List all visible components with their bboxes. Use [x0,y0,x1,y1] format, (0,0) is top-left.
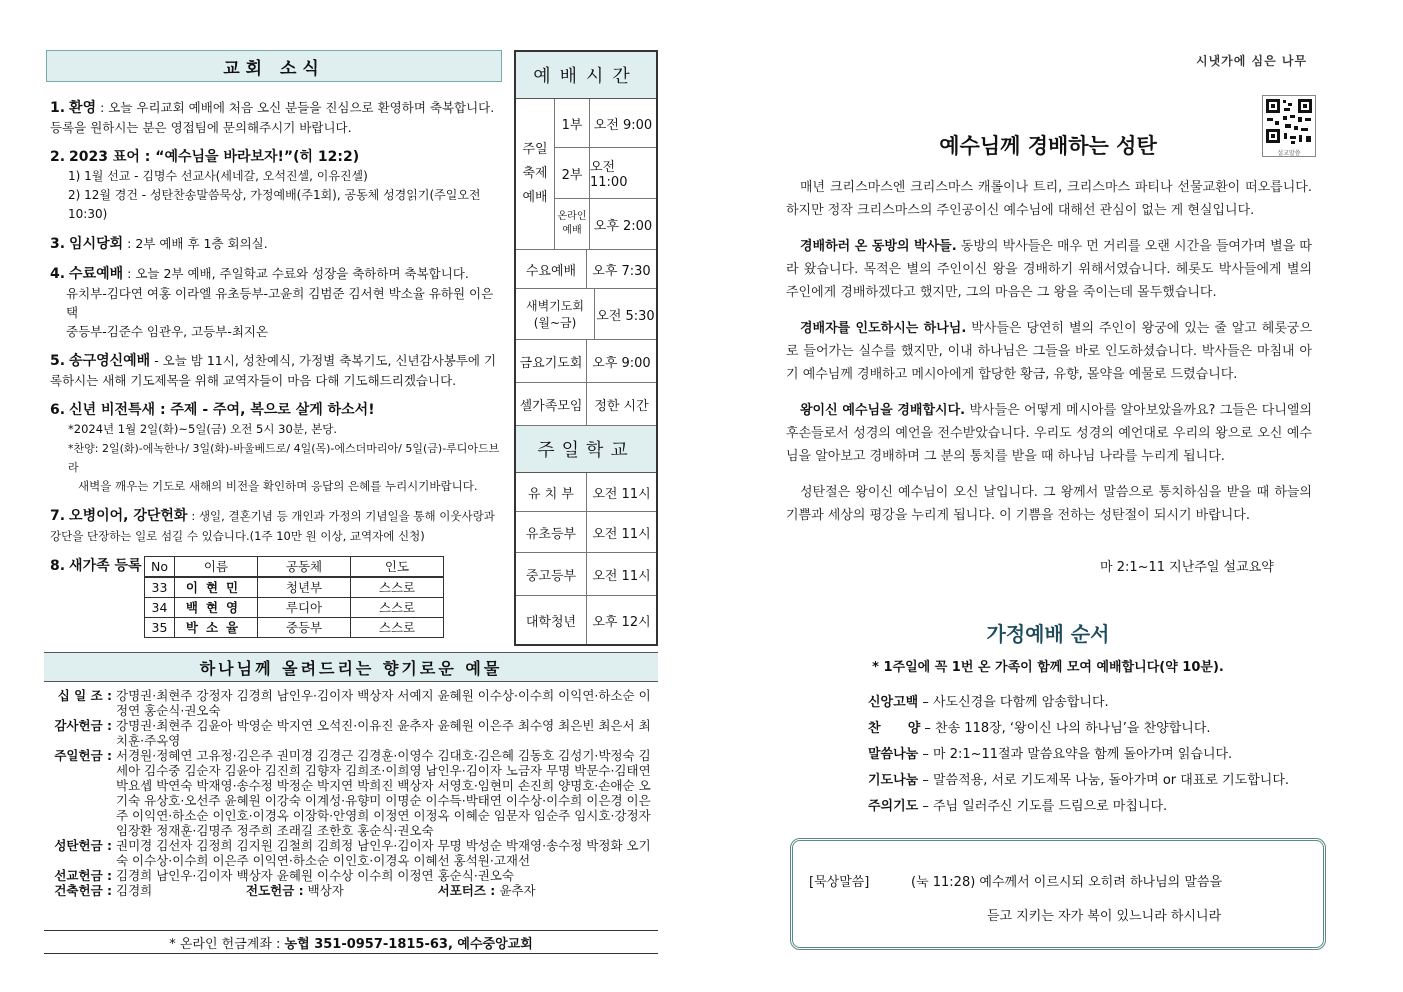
service-time: 오후 2:00 [593,218,653,234]
cell: 스스로 [351,577,444,598]
item-num: 1. [50,100,66,116]
item-title: 임시당회 [69,236,124,252]
order-text: – 사도신경을 다함께 암송합니다. [918,695,1109,710]
offering-names: 윤추자 [499,883,536,898]
sermon-summary [786,176,1312,540]
item-title: 수료예배 [69,266,124,282]
news-item-5 [50,351,500,390]
item-title: 오병이어, 강단헌화 [69,508,188,524]
cell: 중등부 [258,618,351,638]
sermon-point-2 [786,317,1312,386]
cell: 33 [145,577,175,598]
sermon-point-3 [786,399,1312,468]
school-row [516,596,656,644]
cell: 루디아 [258,598,351,618]
schedule-header: 예배시간 [516,52,656,99]
account-prefix: * 온라인 헌금계좌 : [169,936,281,952]
item-line: 유치부-김다연 여홍 이라엘 유초등부-고윤희 김범준 김서현 박소율 유하원 이은택 [66,286,494,320]
item-num: 6. [50,402,66,418]
family-worship-subtitle: * 1주일에 꼭 1번 온 가족이 함께 모여 예배합니다(약 10분). [872,660,1224,675]
school-time: 오전 11시 [592,526,651,542]
offering-names: 강명권·최현주 김윤아 박영순 박지연 오석진·이유진 윤추자 윤혜원 이은주 최수영 최은빈 최은서 최치훈·주옥영 [116,718,651,748]
item-num: 8. [50,558,66,574]
offering-group [50,718,660,748]
schedule-time: 오전 5:30 [596,308,655,324]
offering-names: 김경희 남인우·김이자 백상자 윤혜원 이수상 이수희 이정연 홍순식·권오숙 [116,868,515,883]
item-title: 송구영신예배 [69,353,151,369]
item-num: 4. [50,266,66,282]
news-item-2 [50,147,500,224]
school-header: 주일학교 [516,426,656,473]
school-label: 중고등부 [516,553,587,595]
offering-label: 성탄헌금 : [54,838,112,853]
item-num: 7. [50,508,66,524]
col-community: 공동체 [258,557,351,578]
table-row [145,577,444,598]
schedule-row [516,289,656,340]
offering-label: 선교헌금 : [54,868,112,883]
service-time: 오전 11:00 [590,160,628,190]
point-text: 동방의 박사들은 매우 먼 거리를 오랜 시간을 들여가며 별을 따라 왔습니다. 목적은 별의 주인이신 왕을 경배하기 위해서였습니다. 헤롯도 박사들에게 별의 주인에게 경배하겠다고 했지만, 그의 마음은 그 왕을 죽이는데 몰두했습니다. [786,239,1312,300]
offering-header: 하나님께 올려드리는 향기로운 예물 [44,652,658,682]
schedule-label: 새벽기도회(월~금) [516,289,595,339]
schedule-label: 수요예배 [516,250,587,288]
order-text: – 찬송 118장, ‘왕이신 나의 하나님’을 찬양합니다. [920,721,1211,736]
item-num: 2. [50,149,66,165]
meditation-box [790,838,1326,950]
school-label: 유초등부 [516,512,587,552]
offering-list [50,688,660,898]
news-item-1 [50,98,500,137]
offering-group [50,688,660,718]
item-line: 1) 1월 선교 - 김명수 선교사(세네갈, 오석진셀, 이유진셀) [68,169,368,183]
cell: 박소율 [175,618,258,638]
cell: 스스로 [351,618,444,638]
cell: 청년부 [258,577,351,598]
news-header-text: 교회 소식 [223,58,325,79]
offering-label: 전도헌금 : [246,883,304,898]
school-label: 유 치 부 [516,473,587,511]
offering-label: 주일헌금 : [54,748,112,763]
sermon-source: 마 2:1~11 지난주일 설교요약 [1100,560,1274,575]
offering-label: 서포터즈 : [437,883,496,898]
order-text: – 마 2:1~11절과 말씀요약을 함께 돌아가며 읽습니다. [918,747,1233,762]
news-item-8 [50,556,500,638]
col-no: No [145,557,175,578]
service-row [555,99,656,148]
order-item [868,794,1289,820]
item-line: 새벽을 깨우는 기도로 새해의 비전을 확인하며 응답의 은혜를 누리시기바랍니다. [78,479,478,493]
offering-group [50,838,660,868]
offering-names: 김경희 [116,883,153,898]
offering-group [50,883,660,898]
table-row [145,618,444,638]
service-label: 1부 [555,99,590,147]
meditation-label: [묵상말씀] [809,875,870,890]
item-text: : 오늘 2부 예배, 주일학교 수료와 성장을 축하하며 축복합니다. [127,266,469,281]
item-title: 새가족 등록 [69,558,142,574]
new-family-table [144,556,444,638]
news-item-4 [50,264,500,341]
item-line: 중등부-김준수 임관우, 고등부-최지온 [66,324,269,339]
offering-label: 감사헌금 : [54,718,112,733]
item-text: - 오늘 밤 11시, 성찬예식, 가정별 축복기도, 신년감사봉투에 기록하시는 새해 기도제목을 위해 교역자들이 마음 다해 기도해드리겠습니다. [50,353,497,388]
cell: 백현영 [175,598,258,618]
sermon-point-1 [786,235,1312,304]
school-time: 오전 11시 [592,568,651,584]
schedule-time: 오후 7:30 [592,263,651,279]
offering-label: 건축헌금 : [54,883,112,898]
col-guide: 인도 [351,557,444,578]
school-row [516,473,656,512]
schedule-row [516,250,656,289]
item-text: : 2부 예배 후 1층 회의실. [127,236,268,251]
schedule-time: 오후 9:00 [592,355,651,371]
item-num: 5. [50,353,66,369]
order-item [868,690,1289,716]
school-label: 대학청년 [516,596,587,644]
news-item-3 [50,234,500,254]
sermon-conclusion: 성탄절은 왕이신 예수님이 오신 날입니다. 그 왕께서 말씀으로 통치하심을 받을 때 하늘의 기쁨과 세상의 평강을 누리게 됩니다. 이 기쁨을 전하는 성탄절이 되시기 바랍니다. [786,485,1312,523]
offering-group [50,748,660,838]
offering-label: 십 일 조 : [57,688,112,703]
offering-names: 강명권·최현주 강정자 김경희 남인우·김이자 백상자 서예지 윤혜원 이수상·이수희 이익연·하소순 이정연 홍순식·권오숙 [116,688,651,718]
school-row [516,553,656,596]
order-item [868,716,1289,742]
cell: 34 [145,598,175,618]
school-row [516,512,656,553]
item-line: *2024년 1월 2일(화)~5일(금) 오전 5시 30분, 본당. [68,422,338,436]
qr-caption: 설교말씀 [1277,150,1301,157]
offering-names: 서경원·정혜연 고유정·김은주 권미경 김경근 김경훈·이영수 김대호·김은혜 김동호 김성기·박정숙 김세아 김수중 김순자 김윤아 김진희 김향자 김희조·이희영 남인우·김이자 노금자 무명 박문수·김태연 박요셉 박연숙 박재영·송수정 박정순 박지연 박희진 백상자 서영호·임현미 손진희 양명호·손애순 오기숙 유상호·오선주 윤혜원 이강숙 이계성·유향미 이명순 이수득·박태연 이수상·이수희 이은경 이은주 이익연·하소순 이인호·이경옥 이장학·안영희 이정연 이정옥 이혜순 임문자 임순주 임시호·강정자 임장환 정재훈·김명주 정주희 조래길 조한호 홍순식·권오숙 [116,748,651,838]
news-header [46,50,502,82]
service-label: 온라인예배 [555,199,590,249]
news-list [50,98,500,648]
item-num: 3. [50,236,66,252]
school-time: 오후 12시 [592,614,651,630]
online-account [44,930,658,954]
point-text: 박사들은 어떻게 메시아를 알아보았을까요? 그들은 다니엘의 후손들로서 성경의 예언을 전수받았습니다. 우리도 성경의 예언대로 우리의 왕으로 오신 예수님을 알아보고 경배하며 그 분의 통치를 받을 때 하나님 나라를 누리게 됩니다. [786,403,1312,464]
point-heading: 경배자를 인도하시는 하나님. [800,321,967,336]
offering-names: 권미경 김선자 김정희 김지원 김철희 김희정 남인우·김이자 무명 박성순 박재영·송수정 박정화 오기숙 이수상·이수희 이은주 이익연·하소순 이인호·이경옥 이혜선 홍석원·고재선 [116,838,651,868]
order-key: 신앙고백 [868,695,919,710]
cell: 이현민 [175,577,258,598]
cell: 스스로 [351,598,444,618]
item-title: 신년 비전특새 : 주제 - 주여, 복으로 살게 하소서! [69,402,375,418]
order-key: 찬 양 [868,721,921,736]
order-item [868,768,1289,794]
order-text: – 주님 일러주신 기도를 드림으로 마칩니다. [918,799,1168,814]
family-worship-title: 가정예배 순서 [986,622,1110,646]
order-key: 말씀나눔 [868,747,919,762]
table-row [145,598,444,618]
point-heading: 왕이신 예수님을 경배합시다. [800,403,966,418]
worship-schedule [514,50,658,646]
cell: 35 [145,618,175,638]
account-number: 농협 351-0957-1815-63, 예수중앙교회 [284,936,533,952]
item-text: : 생일, 결혼기념 등 개인과 가정의 기념일을 통해 이웃사랑과 강단을 단장하는 일로 섬길 수 있습니다.(1주 10만 원 이상, 교역자에 신청) [50,509,495,543]
schedule-label: 셀가족모임 [516,383,587,425]
order-text: – 말씀적용, 서로 기도제목 나눔, 돌아가며 or 대표로 기도합니다. [918,773,1290,788]
sunday-services [516,99,656,250]
order-item [868,742,1289,768]
item-text: : 오늘 우리교회 예배에 처음 오신 분들을 진심으로 환영하며 축복합니다. 등록을 원하시는 분은 영접팀에 문의해주시기 바랍니다. [50,100,495,135]
col-name: 이름 [175,557,258,578]
point-heading: 경배하러 온 동방의 박사들. [800,239,957,254]
bulletin-title: 시냇가에 심은 나무 [1196,54,1308,68]
meditation-line-1: (눅 11:28) 예수께서 이르시되 오히려 하나님의 말씀을 [911,875,1223,890]
family-worship-order [868,690,1289,820]
offering-group [50,868,660,883]
service-label: 2부 [555,148,590,198]
order-key: 주의기도 [868,799,919,814]
point-text: 박사들은 당연히 별의 주인이 왕궁에 있는 줄 알고 헤롯궁으로 들어가는 실수를 했지만, 이내 하나님은 그들을 바로 인도하셨습니다. 박사들은 마침내 아기 예수님께 경배하고 메시아에게 합당한 황금, 유향, 몰약을 예물로 드렸습니다. [786,321,1312,382]
sunday-label: 주일축제예배 [516,99,555,249]
service-time: 오전 9:00 [593,117,653,133]
sermon-intro: 매년 크리스마스엔 크리스마스 캐롤이나 트리, 크리스마스 파티나 선물교환이 떠오릅니다. 하지만 정작 크리스마스의 주인공이신 예수님에 대해선 관심이 없는 게 현실입니다. [786,180,1312,218]
item-title: 2023 표어 : “예수님을 바라보자!”(히 12:2) [69,149,360,165]
news-item-7 [50,506,500,546]
schedule-time: 정한 시간 [594,398,649,414]
news-item-6 [50,400,500,496]
schedule-label: 금요기도회 [516,340,587,382]
school-time: 오전 11시 [592,486,651,502]
schedule-row [516,383,656,426]
meditation-line-2: 듣고 지키는 자가 복이 있느니라 하시니라 [987,909,1222,924]
service-row [555,148,656,199]
item-title: 환영 [69,100,97,116]
item-line: 2) 12월 경건 - 성탄찬송말씀묵상, 가정예배(주1회), 공동체 성경읽기(주일오전10:30) [68,188,481,221]
item-line: *찬양: 2일(화)-에녹한나/ 3일(화)-바울베드로/ 4일(목)-에스더마리아/ 5일(금)-루디아드브라 [68,442,500,474]
order-key: 기도나눔 [868,773,919,788]
schedule-row [516,340,656,383]
sermon-title: 예수님께 경배하는 성탄 [939,134,1157,158]
service-row [555,199,656,249]
offering-names: 백상자 [307,883,344,898]
